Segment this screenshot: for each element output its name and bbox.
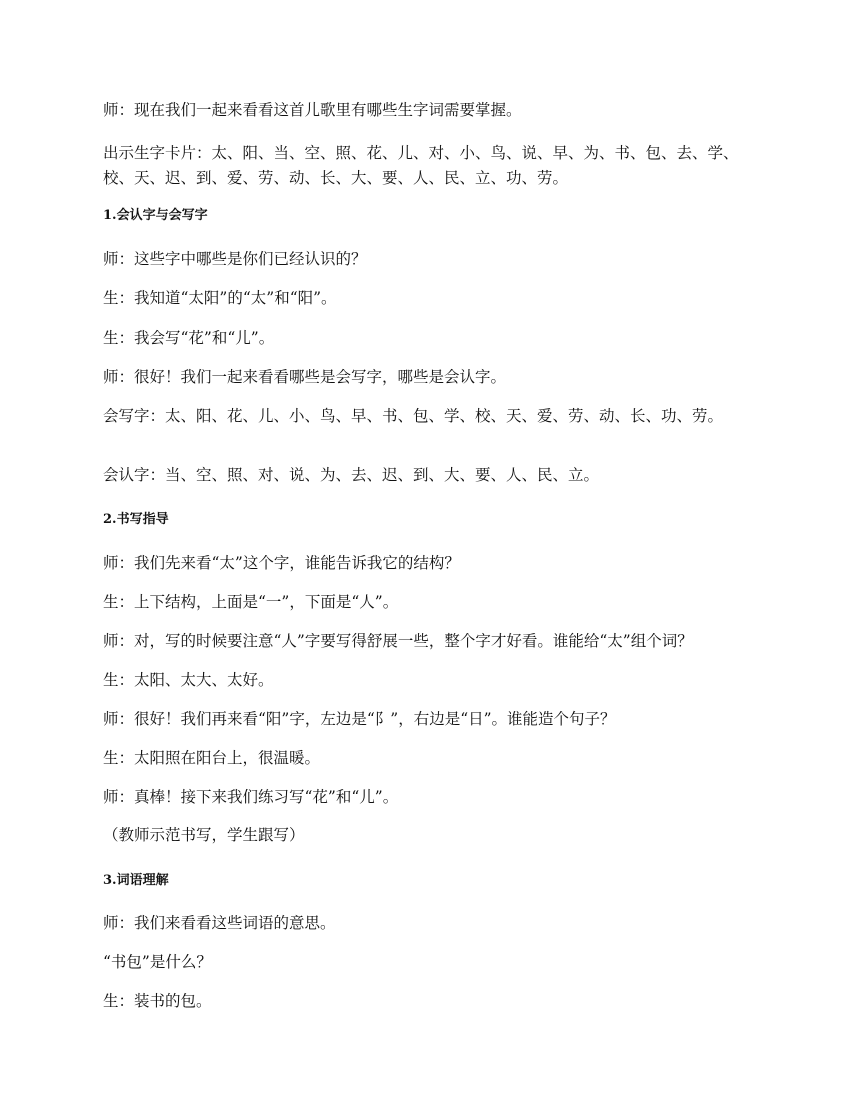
- section-heading-writing-guidance: 2.书写指导: [103, 512, 169, 527]
- dialogue-line: 生：太阳、太大、太好。: [103, 671, 274, 689]
- dialogue-line: 生：装书的包。: [103, 992, 212, 1010]
- intro-paragraph: 师：现在我们一起来看看这首儿歌里有哪些生字词需要掌握。: [103, 101, 522, 119]
- recognizable-characters-list: 会认字：当、空、照、对、说、为、去、迟、到、大、要、人、民、立。: [103, 466, 600, 484]
- dialogue-line: 师：很好！我们再来看“阳”字，左边是“阝”，右边是“日”。谁能造个句子？: [103, 710, 616, 728]
- dialogue-line: “书包”是什么？: [103, 953, 212, 971]
- section-heading-recognize-write: 1.会认字与会写字: [103, 208, 208, 223]
- dialogue-line: 生：太阳照在阳台上，很温暖。: [103, 749, 321, 767]
- dialogue-line: 师：真棒！接下来我们练习写“花”和“儿”。: [103, 788, 399, 806]
- dialogue-line: 生：我会写“花”和“儿”。: [103, 329, 275, 347]
- section-heading-word-understanding: 3.词语理解: [103, 873, 169, 888]
- stage-direction: （教师示范书写，学生跟写）: [103, 826, 305, 844]
- dialogue-line: 生：我知道“太阳”的“太”和“阳”。: [103, 289, 337, 307]
- dialogue-line: 生：上下结构，上面是“一”，下面是“人”。: [103, 593, 399, 611]
- dialogue-line: 师：这些字中哪些是你们已经认识的？: [103, 250, 367, 268]
- writable-characters-list: 会写字：太、阳、花、儿、小、鸟、早、书、包、学、校、天、爱、劳、动、长、功、劳。: [103, 407, 724, 425]
- dialogue-line: 师：很好！我们一起来看看哪些是会写字，哪些是会认字。: [103, 368, 507, 386]
- dialogue-line: 师：我们来看看这些词语的意思。: [103, 914, 336, 932]
- character-cards-paragraph: 出示生字卡片：太、阳、当、空、照、花、儿、对、小、鸟、说、早、为、书、包、去、学、校、天、迟、到、爱、劳、动、长、大、要、人、民、立、功、劳。: [103, 144, 739, 187]
- dialogue-line: 师：我们先来看“太”这个字，谁能告诉我它的结构？: [103, 554, 460, 572]
- dialogue-line: 师：对，写的时候要注意“人”字要写得舒展一些，整个字才好看。谁能给“太”组个词？: [103, 632, 693, 650]
